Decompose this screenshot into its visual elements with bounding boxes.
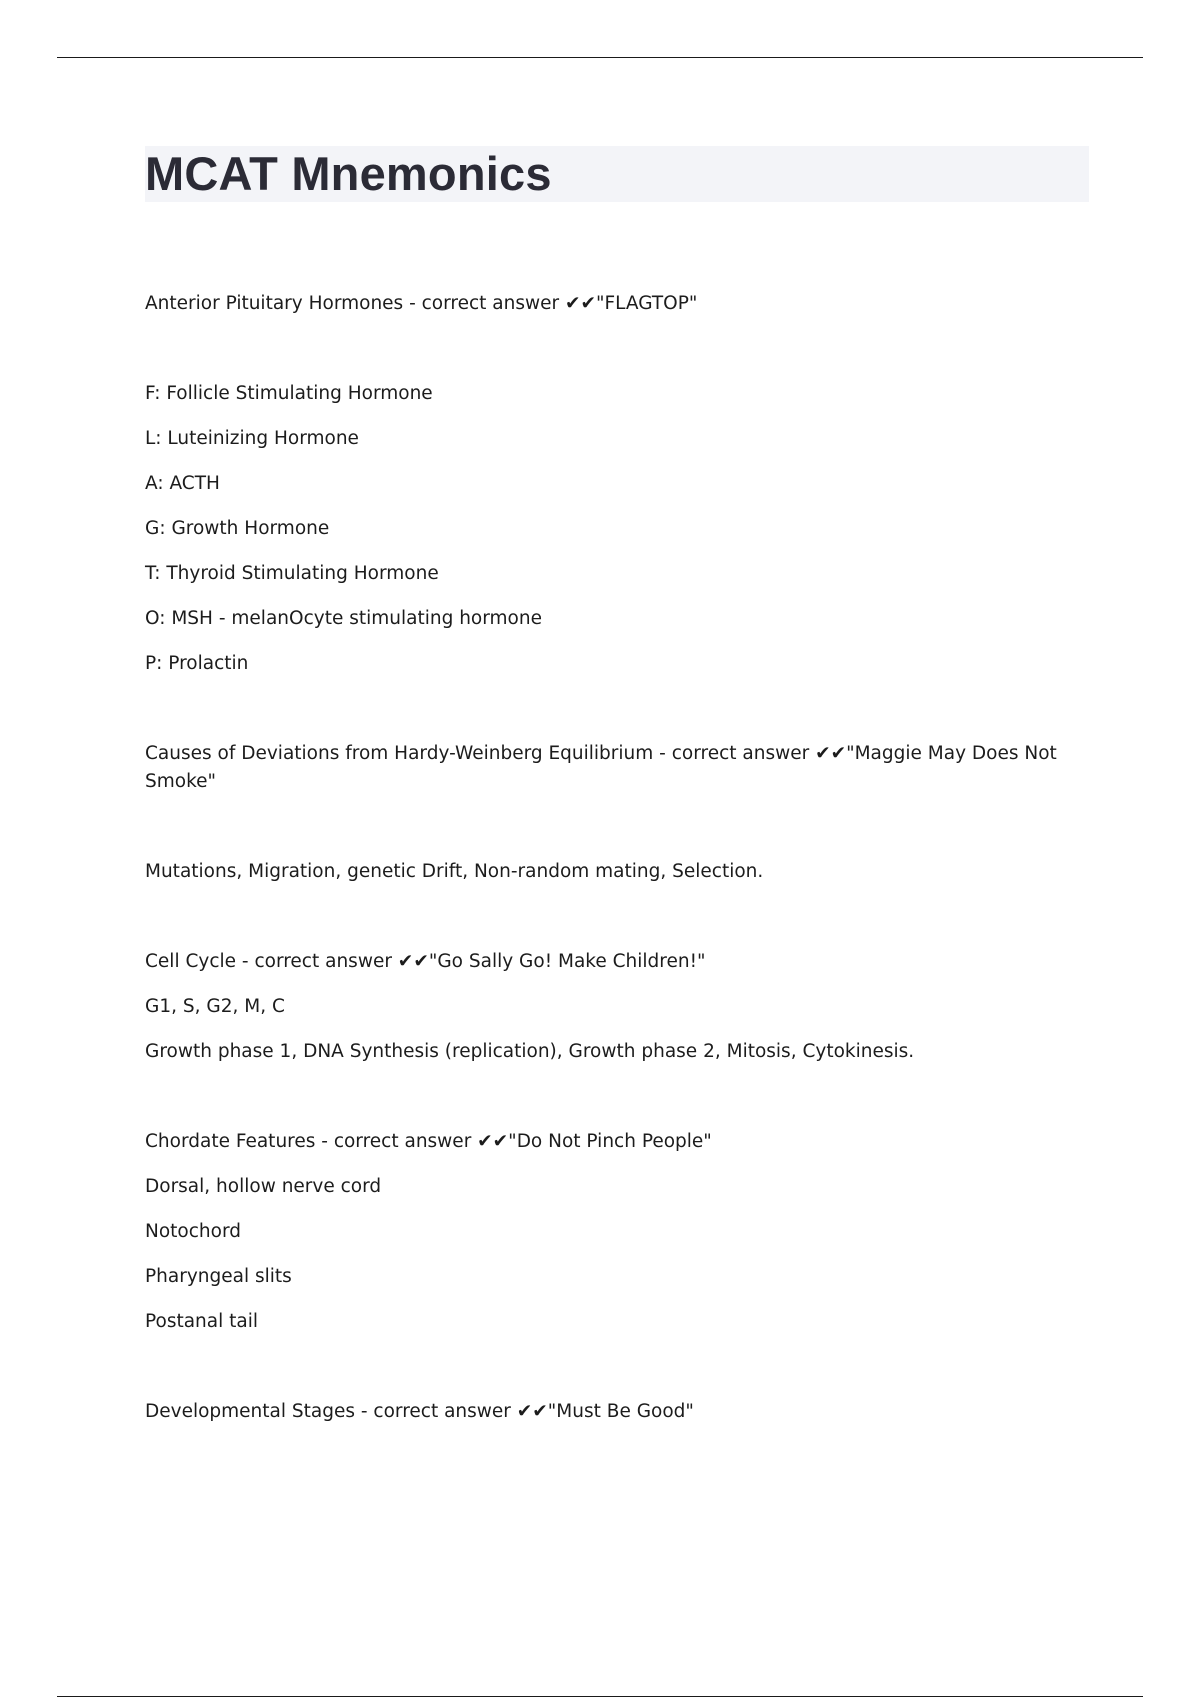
answer-line: Growth phase 1, DNA Synthesis (replication), Growth phase 2, Mitosis, Cytokinesis. xyxy=(145,1041,915,1062)
answer-line: L: Luteinizing Hormone xyxy=(145,428,359,449)
question-anterior-pituitary: Anterior Pituitary Hormones - correct answer ✔✔"FLAGTOP" xyxy=(145,293,698,314)
answer-line: T: Thyroid Stimulating Hormone xyxy=(145,563,439,584)
question-cell-cycle: Cell Cycle - correct answer ✔✔"Go Sally Go! Make Children!" xyxy=(145,951,706,972)
answer-line: Pharyngeal slits xyxy=(145,1266,292,1287)
header-rule xyxy=(57,57,1143,58)
answer-line: P: Prolactin xyxy=(145,653,249,674)
answer-line: Dorsal, hollow nerve cord xyxy=(145,1176,382,1197)
question-chordate-features: Chordate Features - correct answer ✔✔"Do Not Pinch People" xyxy=(145,1131,712,1152)
document-body xyxy=(145,290,1065,1426)
answer-line: O: MSH - melanOcyte stimulating hormone xyxy=(145,608,542,629)
answer-line: G: Growth Hormone xyxy=(145,518,330,539)
answer-line: Mutations, Migration, genetic Drift, Non-random mating, Selection. xyxy=(145,861,764,882)
footer-rule xyxy=(57,1696,1143,1697)
question-developmental-stages: Developmental Stages - correct answer ✔✔"Must Be Good" xyxy=(145,1401,694,1422)
answer-line: G1, S, G2, M, C xyxy=(145,996,285,1017)
answer-line: A: ACTH xyxy=(145,473,220,494)
answer-line: Notochord xyxy=(145,1221,241,1242)
document-title: MCAT Mnemonics xyxy=(145,147,552,200)
question-hardy-weinberg: Causes of Deviations from Hardy-Weinberg Equilibrium - correct answer ✔✔"Maggie May Does Not Smoke" xyxy=(145,743,1057,792)
answer-line: F: Follicle Stimulating Hormone xyxy=(145,383,433,404)
answer-line: Postanal tail xyxy=(145,1311,258,1332)
